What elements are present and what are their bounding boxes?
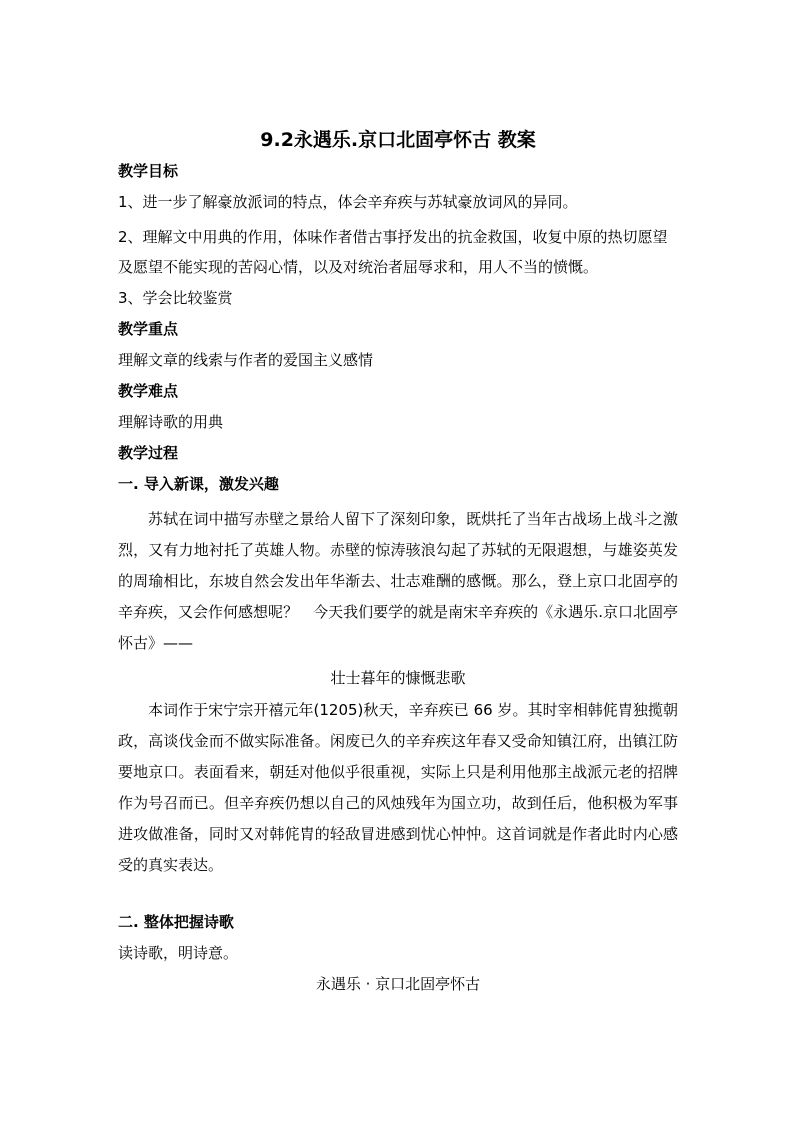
background-paragraph: 本词作于宋宁宗开禧元年(1205)秋天，辛弃疾已 66 岁。其时宰相韩侂胄独揽朝政，高谈伐金而不做实际准备。闲废已久的辛弃疾这年春又受命知镇江府，出镇江防要地京口。表面看来，朝廷对他似乎很重视，实际上只是利用他那主战派元老的招牌作为号召而已。但辛弃疾仍想以自己的风烛残年为国立功，故到任后，他积极为军事进攻做准备，同时又对韩侂胄的轻敌冒进感到忧心忡忡。这首词就是作者此时内心感受的真实表达。 bbox=[118, 701, 678, 874]
goal-item-2: 2、理解文中用典的作用，体味作者借古事抒发出的抗金救国，收复中原的热切愿望及愿望不能实现的苦闷心情，以及对统治者屈辱求和，用人不当的愤慨。 bbox=[118, 228, 668, 276]
section-heading-process: 教学过程 bbox=[118, 444, 179, 462]
intro-paragraph: 苏轼在词中描写赤壁之景给人留下了深刻印象，既烘托了当年古战场上战斗之激烈，又有力地衬托了英雄人物。赤壁的惊涛骇浪勾起了苏轼的无限遐想，与雄姿英发的周瑜相比，东坡自然会发出年华渐去、壮志难酬的感慨。那么，登上京口北固亭的辛弃疾，又会作何感想呢？ 今天我们要学的就是南宋辛弃疾的《永遇乐.京口北固亭怀古》—— bbox=[118, 510, 678, 652]
section-heading-goals: 教学目标 bbox=[118, 162, 179, 180]
document-body bbox=[118, 126, 678, 995]
difficulties-text: 理解诗歌的用典 bbox=[118, 413, 224, 431]
document-title: 9.2永遇乐.京口北固亭怀古 教案 bbox=[260, 129, 536, 151]
spacer bbox=[118, 881, 678, 911]
read-instruction: 读诗歌，明诗意。 bbox=[118, 944, 239, 962]
step-heading-2: 二. 整体把握诗歌 bbox=[118, 913, 234, 931]
section-heading-difficulties: 教学难点 bbox=[118, 382, 179, 400]
subtitle-line: 壮士暮年的慷慨悲歌 bbox=[330, 669, 466, 687]
key-points-text: 理解文章的线索与作者的爱国主义感情 bbox=[118, 351, 374, 369]
goal-item-3: 3、学会比较鉴赏 bbox=[118, 289, 233, 307]
poem-title: 永遇乐 · 京口北固亭怀古 bbox=[315, 975, 481, 993]
section-heading-key-points: 教学重点 bbox=[118, 320, 179, 338]
step-heading-1: 一. 导入新课，激发兴趣 bbox=[118, 475, 279, 493]
goal-item-1: 1、进一步了解豪放派词的特点，体会辛弃疾与苏轼豪放词风的异同。 bbox=[118, 193, 578, 211]
